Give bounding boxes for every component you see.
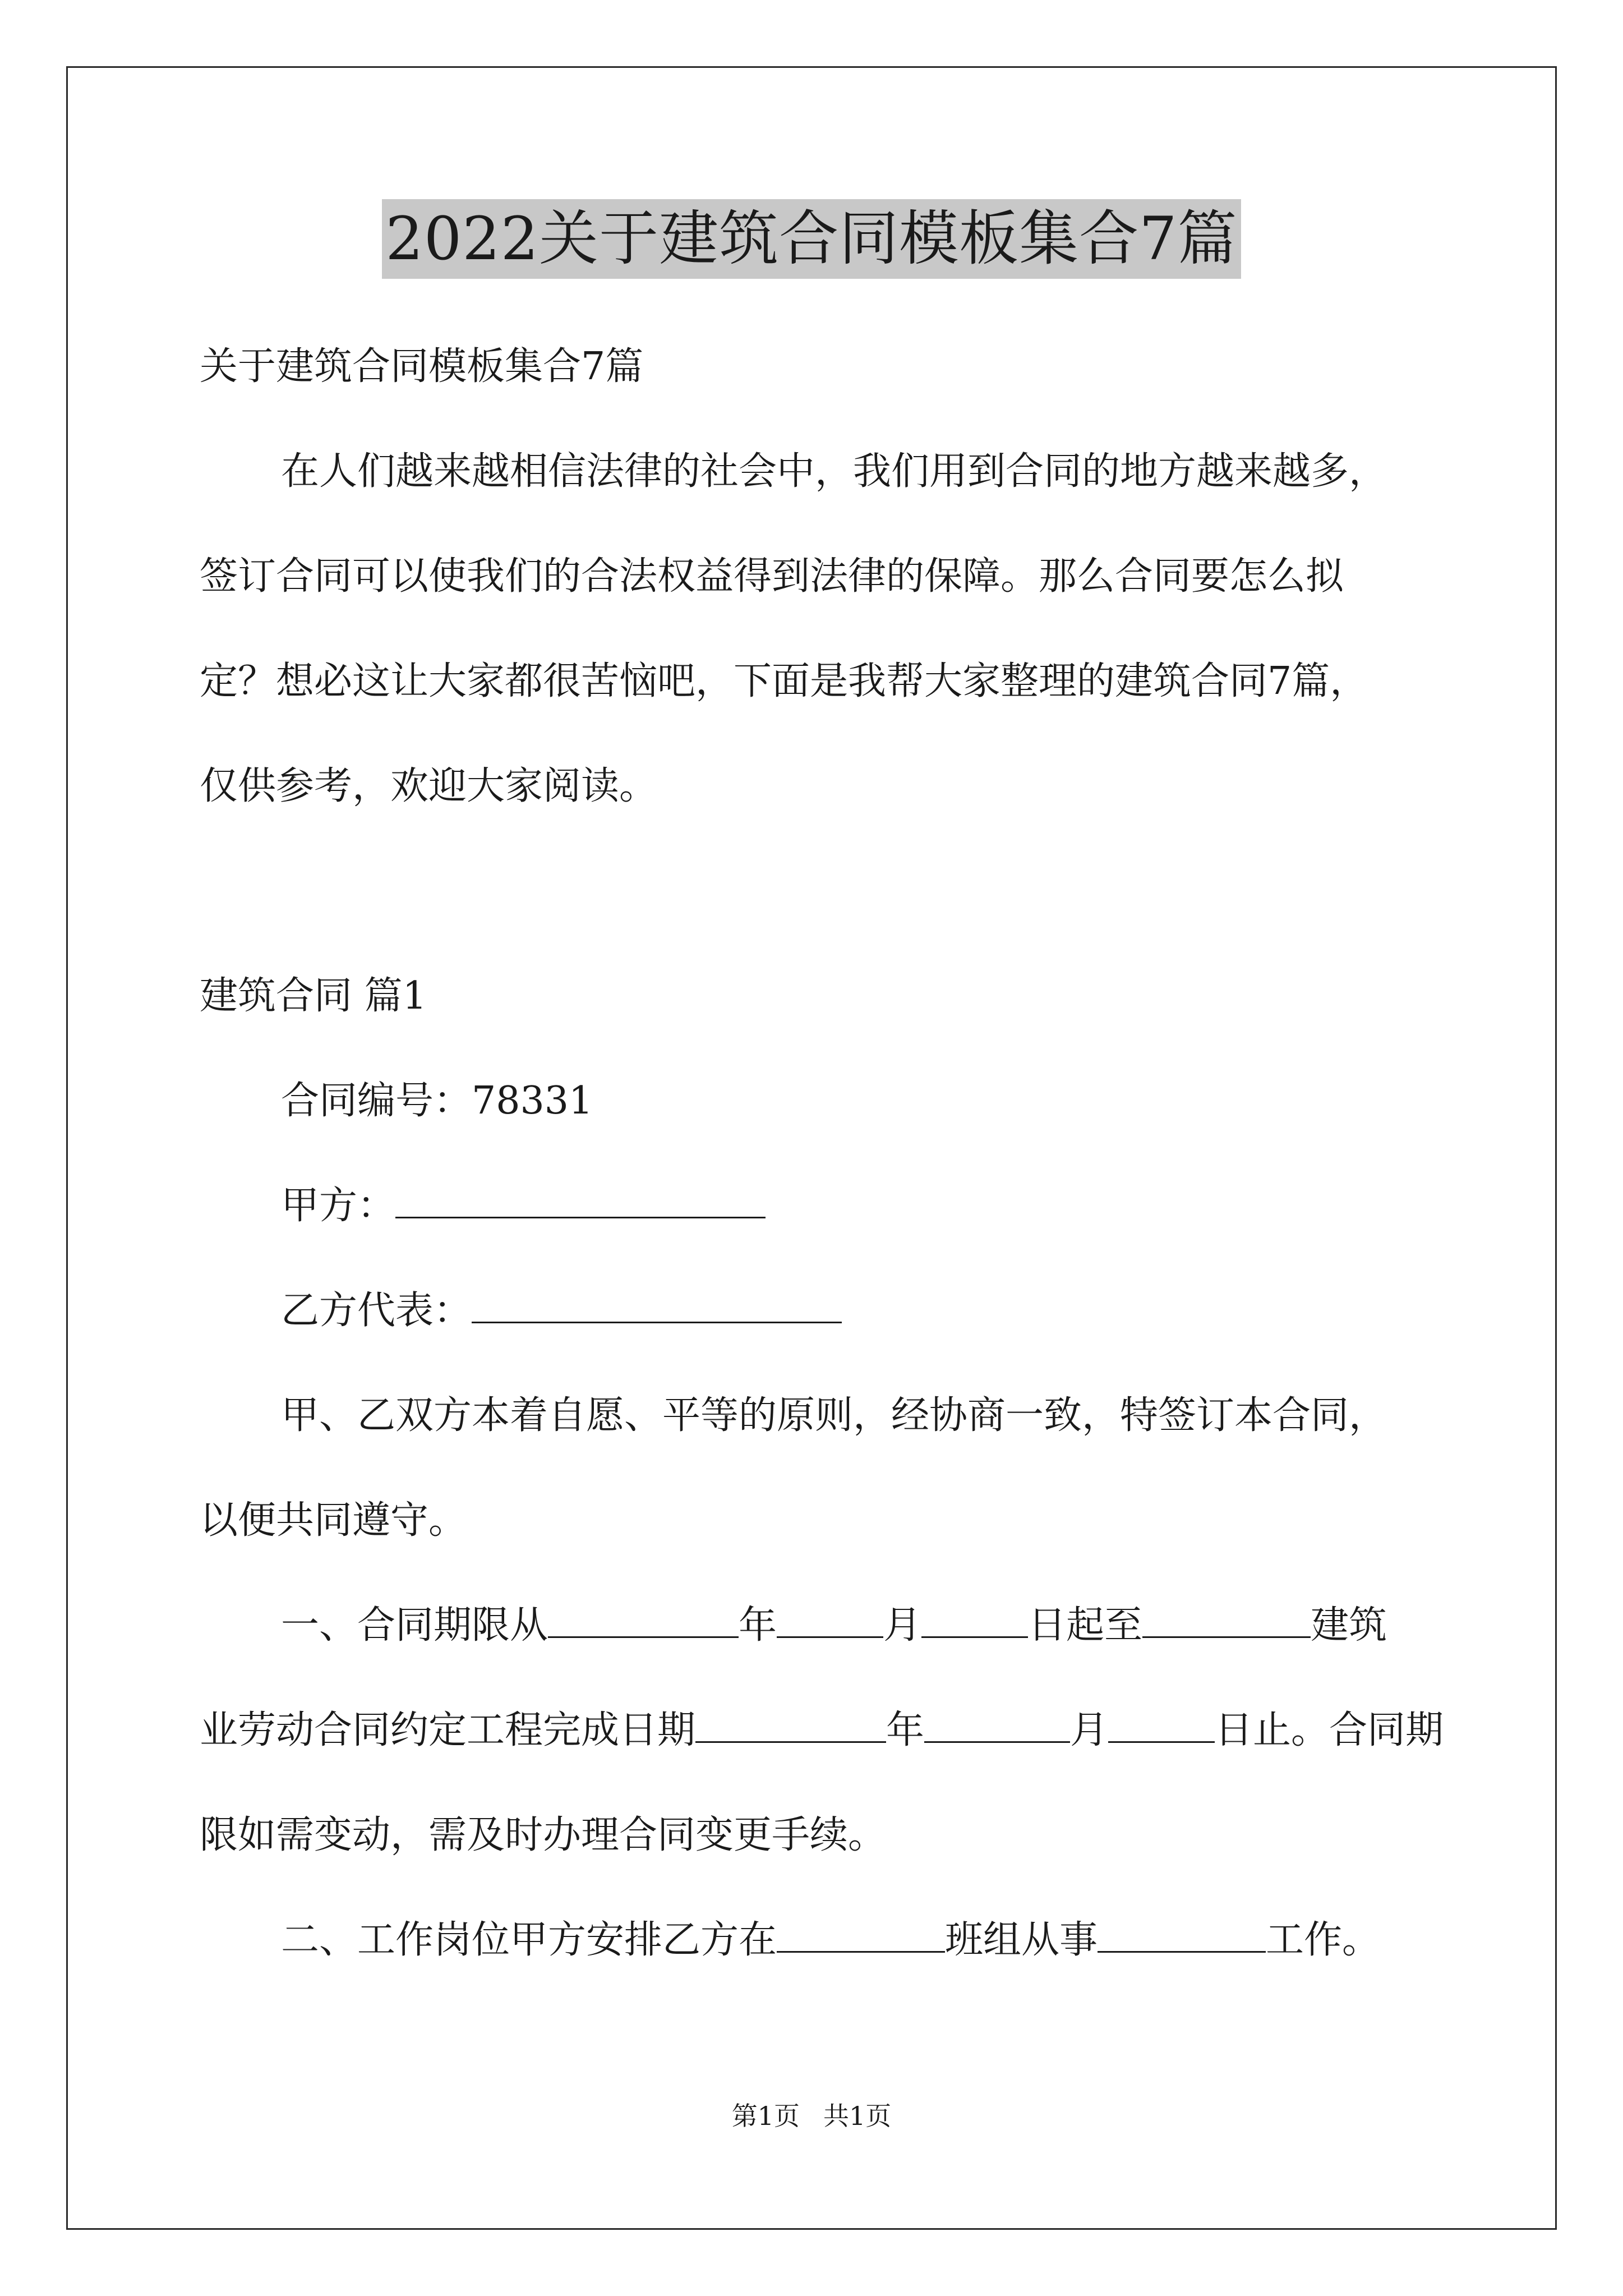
end-day-blank[interactable] bbox=[1108, 1712, 1215, 1743]
page-footer bbox=[0, 2096, 1623, 2133]
start-month-blank[interactable] bbox=[777, 1607, 883, 1638]
year-label: 年 bbox=[886, 1708, 925, 1752]
document-title: 2022关于建筑合同模板集合7篇 bbox=[382, 199, 1241, 279]
party-b-row bbox=[200, 1258, 1433, 1363]
start-year-blank[interactable] bbox=[548, 1607, 739, 1638]
post-line bbox=[200, 1888, 1433, 1993]
end-year-blank[interactable] bbox=[695, 1712, 886, 1743]
month-label: 月 bbox=[1070, 1708, 1109, 1752]
post-end: 工作。 bbox=[1266, 1918, 1381, 1962]
party-a-blank[interactable] bbox=[395, 1188, 766, 1218]
post-mid: 班组从事 bbox=[945, 1918, 1098, 1962]
contract-number: 合同编号：78331 bbox=[281, 1079, 593, 1123]
title-block bbox=[0, 199, 1623, 279]
year-label: 年 bbox=[739, 1603, 777, 1648]
page-number: 第1页 bbox=[731, 2101, 800, 2131]
spacer bbox=[200, 839, 1433, 944]
document-body bbox=[200, 314, 1444, 1993]
party-b-label: 乙方代表： bbox=[281, 1289, 472, 1333]
principle-line: 甲、乙双方本着自愿、平等的原则，经协商一致，特签订本合同， bbox=[281, 1393, 1387, 1438]
start-day-blank[interactable] bbox=[921, 1607, 1028, 1638]
party-b-blank[interactable] bbox=[472, 1292, 842, 1323]
intro-line: 在人们越来越相信法律的社会中，我们用到合同的地方越来越多， bbox=[281, 449, 1387, 494]
day-from-label: 日起至 bbox=[1028, 1603, 1143, 1648]
team-blank[interactable] bbox=[777, 1922, 945, 1953]
month-label: 月 bbox=[883, 1603, 922, 1648]
project-blank[interactable] bbox=[1142, 1607, 1311, 1638]
intro-line: 签订合同可以使我们的合法权益得到法律的保障。那么合同要怎么拟 bbox=[200, 554, 1344, 599]
job-blank[interactable] bbox=[1098, 1922, 1266, 1953]
end-month-blank[interactable] bbox=[924, 1712, 1070, 1743]
post-label: 二、工作岗位甲方安排乙方在 bbox=[281, 1918, 777, 1962]
intro-line: 定？想必这让大家都很苦恼吧，下面是我帮大家整理的建筑合同7篇， bbox=[200, 659, 1368, 703]
subtitle: 关于建筑合同模板集合7篇 bbox=[200, 344, 644, 389]
principle-line: 以便共同遵守。 bbox=[200, 1498, 467, 1543]
term-text: 业劳动合同约定工程完成日期 bbox=[200, 1708, 696, 1752]
term-label: 一、合同期限从 bbox=[281, 1603, 548, 1648]
term-line-3: 限如需变动，需及时办理合同变更手续。 bbox=[200, 1813, 887, 1857]
term-line-1 bbox=[200, 1573, 1433, 1678]
term-tail: 建筑 bbox=[1311, 1603, 1387, 1648]
party-a-label: 甲方： bbox=[281, 1184, 396, 1228]
day-to-label: 日止。合同期 bbox=[1215, 1708, 1444, 1752]
intro-line: 仅供参考，欢迎大家阅读。 bbox=[200, 764, 658, 808]
section-heading: 建筑合同 篇1 bbox=[200, 974, 427, 1018]
page-total: 共1页 bbox=[823, 2101, 892, 2131]
party-a-row bbox=[200, 1153, 1433, 1258]
term-line-2 bbox=[200, 1678, 1444, 1783]
